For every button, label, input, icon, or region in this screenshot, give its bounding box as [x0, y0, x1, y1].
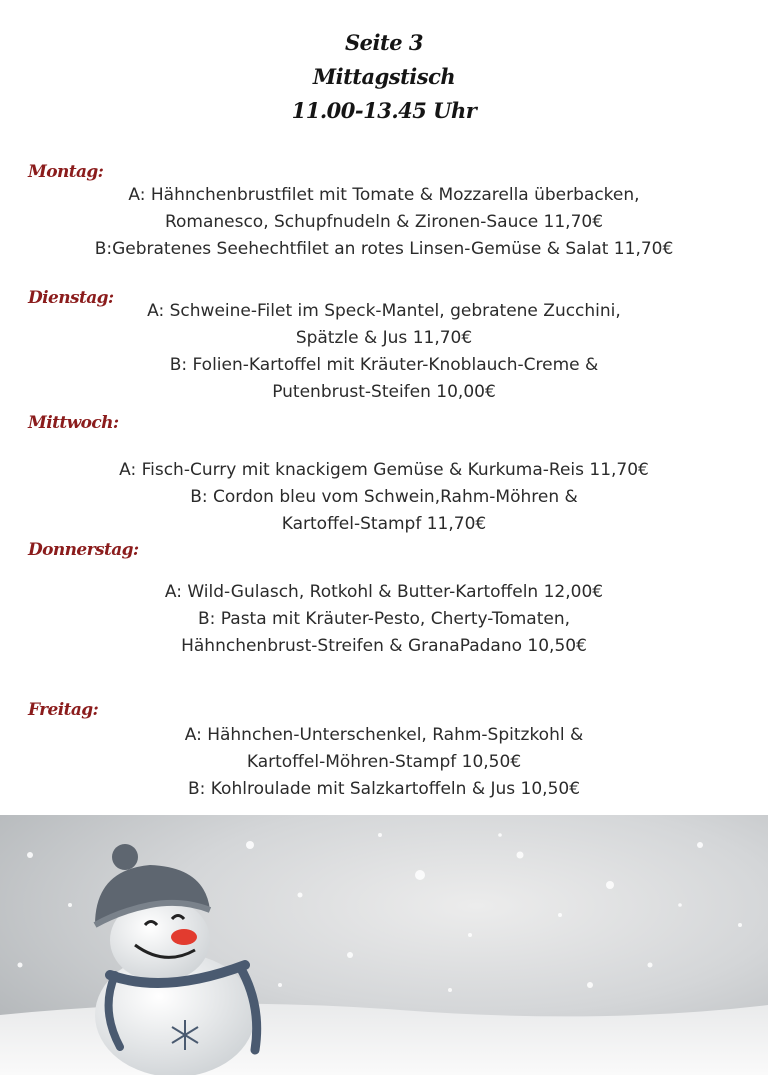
opening-hours: 11.00-13.45 Uhr — [291, 98, 477, 123]
menu-line: Kartoffel-Stampf 11,70€ — [281, 514, 487, 534]
menu-line: B: Kohlroulade mit Salzkartoffeln & Jus 10,50€ — [187, 779, 581, 799]
menu-line: A: Fisch-Curry mit knackigem Gemüse & Kurkuma-Reis 11,70€ — [119, 460, 649, 480]
snowman-nose — [171, 929, 197, 945]
page-title: Mittagstisch — [312, 64, 456, 89]
menu-line: B:Gebratenes Seehechtfilet an rotes Linsen-Gemüse & Salat 11,70€ — [94, 239, 674, 259]
menu-line: Romanesco, Schupfnudeln & Zironen-Sauce 11,70€ — [164, 212, 604, 232]
menu-line: B: Cordon bleu vom Schwein,Rahm-Möhren & — [190, 487, 578, 507]
day-label-mittwoch: Mittwoch: — [28, 413, 119, 433]
menu-line: Kartoffel-Möhren-Stampf 10,50€ — [246, 752, 522, 772]
menu-line: B: Pasta mit Kräuter-Pesto, Cherty-Tomaten, — [198, 609, 570, 629]
menu-line: A: Hähnchenbrustfilet mit Tomate & Mozzarella überbacken, — [128, 185, 640, 205]
menu-line: Spätzle & Jus 11,70€ — [295, 328, 473, 348]
menu-line: B: Folien-Kartoffel mit Kräuter-Knoblauch-Creme & — [169, 355, 599, 375]
snowman-winter-image — [0, 815, 768, 1075]
day-label-montag: Montag: — [28, 162, 104, 182]
page-number: Seite 3 — [345, 30, 423, 55]
day-label-dienstag: Dienstag: — [28, 288, 114, 308]
menu-line: A: Hähnchen-Unterschenkel, Rahm-Spitzkohl & — [184, 725, 584, 745]
menu-line: A: Schweine-Filet im Speck-Mantel, gebratene Zucchini, — [147, 301, 621, 321]
menu-line: Hähnchenbrust-Streifen & GranaPadano 10,50€ — [181, 636, 587, 656]
snowman-illustration — [0, 815, 768, 1075]
day-label-freitag: Freitag: — [28, 700, 99, 720]
hat-pompom — [112, 844, 138, 870]
day-label-donnerstag: Donnerstag: — [28, 540, 139, 560]
menu-line: Putenbrust-Steifen 10,00€ — [272, 382, 496, 402]
menu-line: A: Wild-Gulasch, Rotkohl & Butter-Kartoffeln 12,00€ — [164, 582, 604, 602]
